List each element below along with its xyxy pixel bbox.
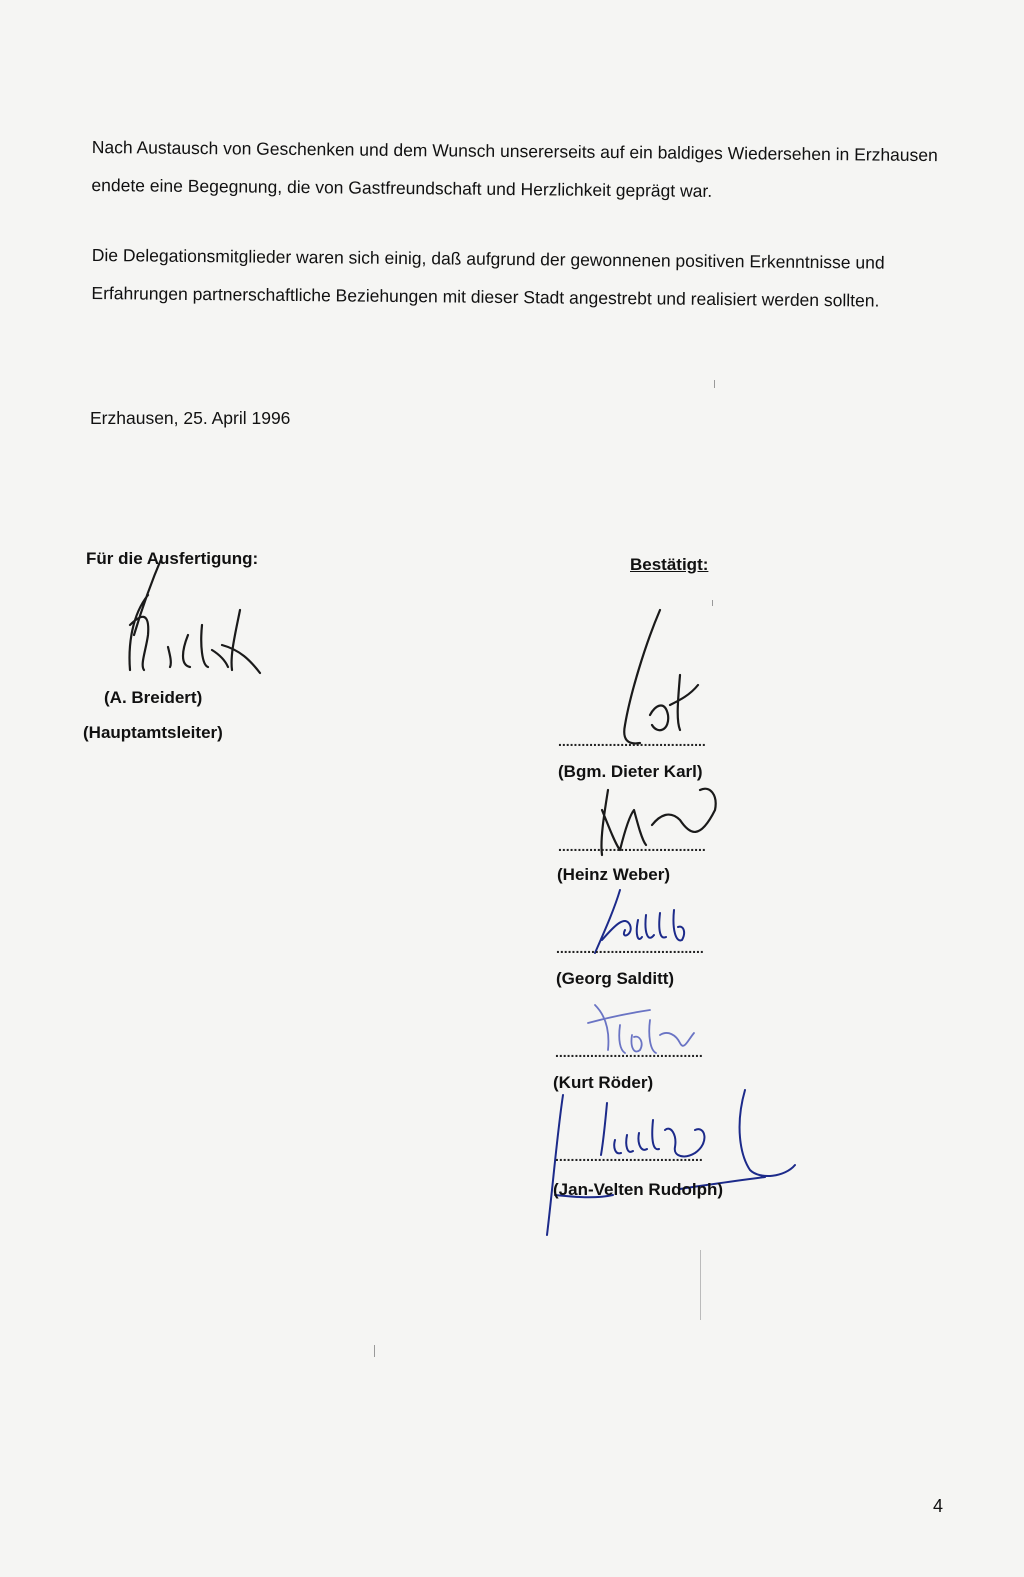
signature-line-1: ...................................... — [558, 733, 706, 749]
right-heading: Bestätigt: — [630, 555, 709, 574]
scan-speck — [700, 1250, 701, 1320]
left-title: (Hauptamtsleiter) — [83, 723, 223, 742]
scan-speck — [374, 1345, 375, 1357]
scan-speck — [712, 600, 713, 606]
scan-speck — [714, 380, 715, 388]
signatory-weber: (Heinz Weber) — [557, 865, 671, 884]
left-heading: Für die Ausfertigung: — [86, 549, 259, 568]
signature-karl — [600, 605, 720, 750]
signature-rudolph — [535, 1085, 805, 1245]
date-line: Erzhausen, 25. April 1996 — [90, 408, 291, 428]
signature-breidert — [110, 555, 270, 685]
signatory-roeder: (Kurt Röder) — [553, 1073, 654, 1092]
signature-line-4: ...................................... — [555, 1044, 703, 1060]
signatory-karl: (Bgm. Dieter Karl) — [558, 762, 703, 781]
signature-line-5: ...................................... — [555, 1148, 703, 1164]
left-name: (A. Breidert) — [104, 688, 203, 707]
paragraph-2: Die Delegationsmitglieder waren sich einig, daß aufgrund der gewonnenen positiven Erkenntnisse und Erfahrungen partnerschaftliche Beziehungen mit dieser Stadt angestrebt und realisiert werden sollten. — [91, 244, 885, 311]
paragraph-1: Nach Austausch von Geschenken und dem Wunsch unsererseits auf ein baldiges Wiedersehen in Erzhausen endete eine Begegnung, die von Gastfreundschaft und Herzlichkeit geprägt war. — [91, 136, 938, 201]
page-number: 4 — [933, 1496, 944, 1516]
signature-line-3: ...................................... — [556, 940, 704, 956]
signature-line-2: ...................................... — [558, 838, 706, 854]
signatory-rudolph: (Jan-Velten Rudolph) — [553, 1180, 723, 1199]
signatory-salditt: (Georg Salditt) — [556, 969, 675, 988]
